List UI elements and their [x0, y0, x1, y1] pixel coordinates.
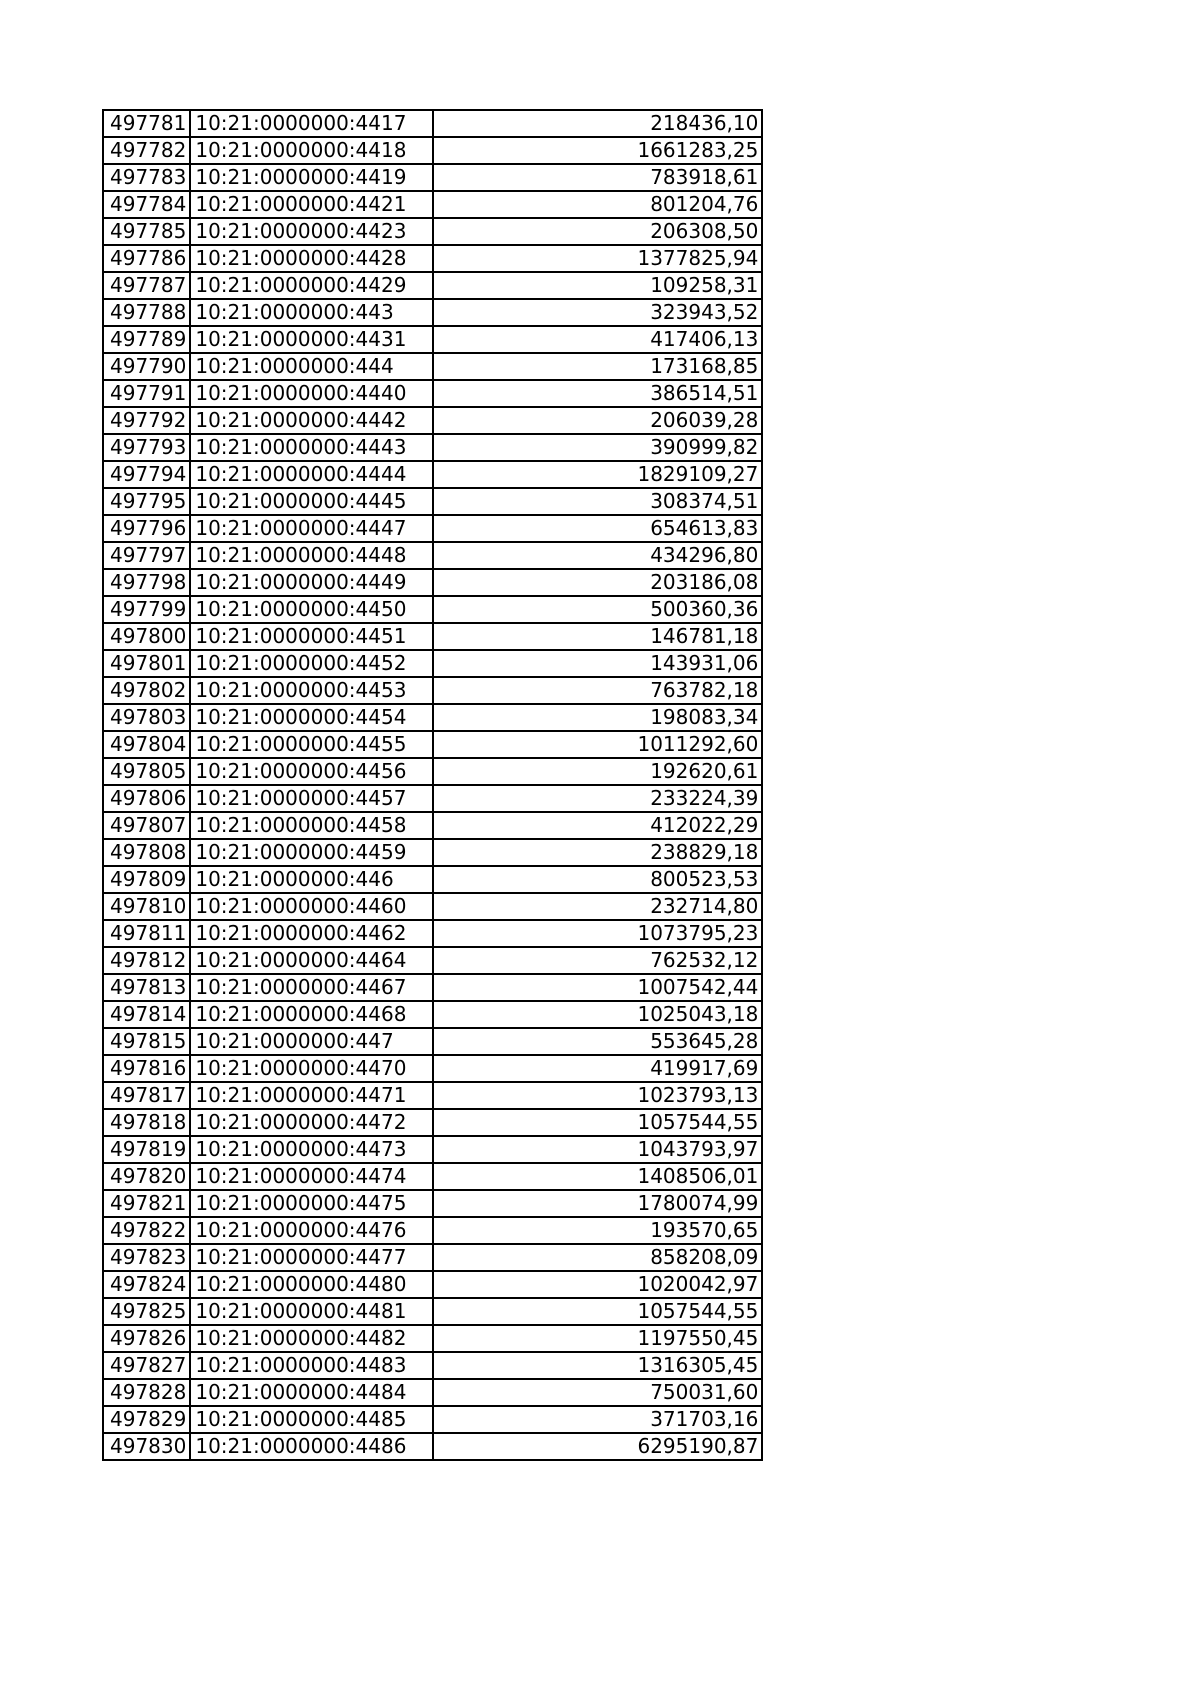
cadastral-number-cell: 10:21:0000000:4486 [190, 1433, 433, 1460]
table-row [103, 272, 762, 299]
table-row [103, 650, 762, 677]
table-row [103, 1082, 762, 1109]
cadastral-number-cell: 10:21:0000000:4421 [190, 191, 433, 218]
table-row [103, 488, 762, 515]
cadastral-number-cell: 10:21:0000000:4458 [190, 812, 433, 839]
value-cell: 1025043,18 [433, 1001, 762, 1028]
table-row [103, 191, 762, 218]
row-id-cell: 497811 [103, 920, 190, 947]
cadastral-number-cell: 10:21:0000000:4443 [190, 434, 433, 461]
value-cell: 386514,51 [433, 380, 762, 407]
value-cell: 762532,12 [433, 947, 762, 974]
table-row [103, 1136, 762, 1163]
row-id-cell: 497793 [103, 434, 190, 461]
row-id-cell: 497806 [103, 785, 190, 812]
row-id-cell: 497794 [103, 461, 190, 488]
cadastral-number-cell: 10:21:0000000:4475 [190, 1190, 433, 1217]
value-cell: 763782,18 [433, 677, 762, 704]
row-id-cell: 497790 [103, 353, 190, 380]
value-cell: 1043793,97 [433, 1136, 762, 1163]
table-row [103, 407, 762, 434]
cadastral-number-cell: 10:21:0000000:444 [190, 353, 433, 380]
row-id-cell: 497829 [103, 1406, 190, 1433]
row-id-cell: 497805 [103, 758, 190, 785]
table-row [103, 596, 762, 623]
table-row [103, 731, 762, 758]
table-row [103, 380, 762, 407]
row-id-cell: 497797 [103, 542, 190, 569]
cadastral-number-cell: 10:21:0000000:4468 [190, 1001, 433, 1028]
cadastral-number-cell: 10:21:0000000:4485 [190, 1406, 433, 1433]
cadastral-number-cell: 10:21:0000000:4474 [190, 1163, 433, 1190]
value-cell: 800523,53 [433, 866, 762, 893]
value-cell: 192620,61 [433, 758, 762, 785]
row-id-cell: 497819 [103, 1136, 190, 1163]
value-cell: 203186,08 [433, 569, 762, 596]
table-row [103, 866, 762, 893]
row-id-cell: 497801 [103, 650, 190, 677]
table-row [103, 1109, 762, 1136]
cadastral-number-cell: 10:21:0000000:4464 [190, 947, 433, 974]
value-cell: 146781,18 [433, 623, 762, 650]
cadastral-number-cell: 10:21:0000000:4417 [190, 110, 433, 137]
cadastral-number-cell: 10:21:0000000:4484 [190, 1379, 433, 1406]
cadastral-number-cell: 10:21:0000000:4445 [190, 488, 433, 515]
row-id-cell: 497828 [103, 1379, 190, 1406]
row-id-cell: 497799 [103, 596, 190, 623]
value-cell: 390999,82 [433, 434, 762, 461]
row-id-cell: 497798 [103, 569, 190, 596]
row-id-cell: 497826 [103, 1325, 190, 1352]
cadastral-number-cell: 10:21:0000000:4477 [190, 1244, 433, 1271]
table-row [103, 758, 762, 785]
table-row [103, 1001, 762, 1028]
value-cell: 218436,10 [433, 110, 762, 137]
value-cell: 1316305,45 [433, 1352, 762, 1379]
table-row [103, 1406, 762, 1433]
table-row [103, 677, 762, 704]
cadastral-number-cell: 10:21:0000000:4431 [190, 326, 433, 353]
value-cell: 412022,29 [433, 812, 762, 839]
row-id-cell: 497782 [103, 137, 190, 164]
table-row [103, 1325, 762, 1352]
table-row [103, 1163, 762, 1190]
value-cell: 1057544,55 [433, 1298, 762, 1325]
cadastral-number-cell: 10:21:0000000:4449 [190, 569, 433, 596]
value-cell: 371703,16 [433, 1406, 762, 1433]
value-cell: 419917,69 [433, 1055, 762, 1082]
table-row [103, 1055, 762, 1082]
value-cell: 801204,76 [433, 191, 762, 218]
cadastral-number-cell: 10:21:0000000:4480 [190, 1271, 433, 1298]
cadastral-number-cell: 10:21:0000000:4470 [190, 1055, 433, 1082]
cadastral-number-cell: 10:21:0000000:4423 [190, 218, 433, 245]
value-cell: 500360,36 [433, 596, 762, 623]
row-id-cell: 497820 [103, 1163, 190, 1190]
cadastral-number-cell: 10:21:0000000:4457 [190, 785, 433, 812]
table-row [103, 434, 762, 461]
row-id-cell: 497813 [103, 974, 190, 1001]
table-row [103, 1190, 762, 1217]
table-row [103, 1379, 762, 1406]
row-id-cell: 497824 [103, 1271, 190, 1298]
row-id-cell: 497783 [103, 164, 190, 191]
table-row [103, 785, 762, 812]
row-id-cell: 497814 [103, 1001, 190, 1028]
cadastral-number-cell: 10:21:0000000:4472 [190, 1109, 433, 1136]
row-id-cell: 497808 [103, 839, 190, 866]
row-id-cell: 497822 [103, 1217, 190, 1244]
cadastral-number-cell: 10:21:0000000:4451 [190, 623, 433, 650]
table-row [103, 1217, 762, 1244]
table-row [103, 623, 762, 650]
row-id-cell: 497788 [103, 299, 190, 326]
table-row [103, 1298, 762, 1325]
table-row [103, 299, 762, 326]
table-row [103, 947, 762, 974]
cadastral-number-cell: 10:21:0000000:4476 [190, 1217, 433, 1244]
table-row [103, 326, 762, 353]
value-cell: 750031,60 [433, 1379, 762, 1406]
cadastral-number-cell: 10:21:0000000:4471 [190, 1082, 433, 1109]
row-id-cell: 497825 [103, 1298, 190, 1325]
value-cell: 198083,34 [433, 704, 762, 731]
value-cell: 109258,31 [433, 272, 762, 299]
value-cell: 553645,28 [433, 1028, 762, 1055]
cadastral-number-cell: 10:21:0000000:446 [190, 866, 433, 893]
value-cell: 1197550,45 [433, 1325, 762, 1352]
value-cell: 193570,65 [433, 1217, 762, 1244]
row-id-cell: 497781 [103, 110, 190, 137]
value-cell: 1023793,13 [433, 1082, 762, 1109]
cadastral-number-cell: 10:21:0000000:4440 [190, 380, 433, 407]
row-id-cell: 497784 [103, 191, 190, 218]
cadastral-number-cell: 10:21:0000000:4453 [190, 677, 433, 704]
cadastral-number-cell: 10:21:0000000:443 [190, 299, 433, 326]
value-cell: 783918,61 [433, 164, 762, 191]
value-cell: 1007542,44 [433, 974, 762, 1001]
table-row [103, 164, 762, 191]
value-cell: 173168,85 [433, 353, 762, 380]
cadastral-number-cell: 10:21:0000000:447 [190, 1028, 433, 1055]
row-id-cell: 497807 [103, 812, 190, 839]
value-cell: 434296,80 [433, 542, 762, 569]
value-cell: 206308,50 [433, 218, 762, 245]
table-row [103, 839, 762, 866]
row-id-cell: 497789 [103, 326, 190, 353]
table-row [103, 1433, 762, 1460]
cadastral-number-cell: 10:21:0000000:4454 [190, 704, 433, 731]
value-cell: 206039,28 [433, 407, 762, 434]
cadastral-number-cell: 10:21:0000000:4482 [190, 1325, 433, 1352]
row-id-cell: 497800 [103, 623, 190, 650]
value-cell: 1408506,01 [433, 1163, 762, 1190]
cadastral-number-cell: 10:21:0000000:4452 [190, 650, 433, 677]
table-row [103, 1271, 762, 1298]
row-id-cell: 497827 [103, 1352, 190, 1379]
cadastral-number-cell: 10:21:0000000:4462 [190, 920, 433, 947]
value-cell: 323943,52 [433, 299, 762, 326]
row-id-cell: 497830 [103, 1433, 190, 1460]
cadastral-number-cell: 10:21:0000000:4444 [190, 461, 433, 488]
table-row [103, 515, 762, 542]
row-id-cell: 497787 [103, 272, 190, 299]
cadastral-number-cell: 10:21:0000000:4467 [190, 974, 433, 1001]
value-cell: 6295190,87 [433, 1433, 762, 1460]
row-id-cell: 497785 [103, 218, 190, 245]
table-row [103, 461, 762, 488]
table-row [103, 1028, 762, 1055]
cadastral-number-cell: 10:21:0000000:4460 [190, 893, 433, 920]
row-id-cell: 497802 [103, 677, 190, 704]
value-cell: 858208,09 [433, 1244, 762, 1271]
table-row [103, 1352, 762, 1379]
data-table-body [103, 110, 762, 1460]
cadastral-number-cell: 10:21:0000000:4483 [190, 1352, 433, 1379]
data-table [102, 109, 763, 1461]
cadastral-number-cell: 10:21:0000000:4428 [190, 245, 433, 272]
cadastral-number-cell: 10:21:0000000:4448 [190, 542, 433, 569]
table-row [103, 542, 762, 569]
value-cell: 1020042,97 [433, 1271, 762, 1298]
cadastral-number-cell: 10:21:0000000:4419 [190, 164, 433, 191]
table-row [103, 137, 762, 164]
cadastral-number-cell: 10:21:0000000:4481 [190, 1298, 433, 1325]
value-cell: 1377825,94 [433, 245, 762, 272]
row-id-cell: 497815 [103, 1028, 190, 1055]
value-cell: 233224,39 [433, 785, 762, 812]
row-id-cell: 497803 [103, 704, 190, 731]
cadastral-number-cell: 10:21:0000000:4447 [190, 515, 433, 542]
value-cell: 417406,13 [433, 326, 762, 353]
row-id-cell: 497809 [103, 866, 190, 893]
cadastral-number-cell: 10:21:0000000:4442 [190, 407, 433, 434]
row-id-cell: 497821 [103, 1190, 190, 1217]
cadastral-number-cell: 10:21:0000000:4456 [190, 758, 433, 785]
table-row [103, 569, 762, 596]
value-cell: 1057544,55 [433, 1109, 762, 1136]
cadastral-number-cell: 10:21:0000000:4455 [190, 731, 433, 758]
row-id-cell: 497816 [103, 1055, 190, 1082]
value-cell: 1829109,27 [433, 461, 762, 488]
table-row [103, 110, 762, 137]
cadastral-number-cell: 10:21:0000000:4459 [190, 839, 433, 866]
row-id-cell: 497786 [103, 245, 190, 272]
row-id-cell: 497812 [103, 947, 190, 974]
row-id-cell: 497804 [103, 731, 190, 758]
value-cell: 143931,06 [433, 650, 762, 677]
table-row [103, 704, 762, 731]
row-id-cell: 497823 [103, 1244, 190, 1271]
value-cell: 308374,51 [433, 488, 762, 515]
row-id-cell: 497796 [103, 515, 190, 542]
table-row [103, 812, 762, 839]
table-row [103, 893, 762, 920]
table-row [103, 974, 762, 1001]
cadastral-number-cell: 10:21:0000000:4450 [190, 596, 433, 623]
table-row [103, 245, 762, 272]
table-row [103, 920, 762, 947]
cadastral-number-cell: 10:21:0000000:4473 [190, 1136, 433, 1163]
value-cell: 1011292,60 [433, 731, 762, 758]
value-cell: 1073795,23 [433, 920, 762, 947]
table-row [103, 1244, 762, 1271]
row-id-cell: 497818 [103, 1109, 190, 1136]
table-row [103, 353, 762, 380]
value-cell: 232714,80 [433, 893, 762, 920]
cadastral-number-cell: 10:21:0000000:4429 [190, 272, 433, 299]
row-id-cell: 497817 [103, 1082, 190, 1109]
cadastral-number-cell: 10:21:0000000:4418 [190, 137, 433, 164]
row-id-cell: 497795 [103, 488, 190, 515]
row-id-cell: 497810 [103, 893, 190, 920]
table-row [103, 218, 762, 245]
value-cell: 238829,18 [433, 839, 762, 866]
row-id-cell: 497791 [103, 380, 190, 407]
row-id-cell: 497792 [103, 407, 190, 434]
value-cell: 654613,83 [433, 515, 762, 542]
value-cell: 1661283,25 [433, 137, 762, 164]
value-cell: 1780074,99 [433, 1190, 762, 1217]
